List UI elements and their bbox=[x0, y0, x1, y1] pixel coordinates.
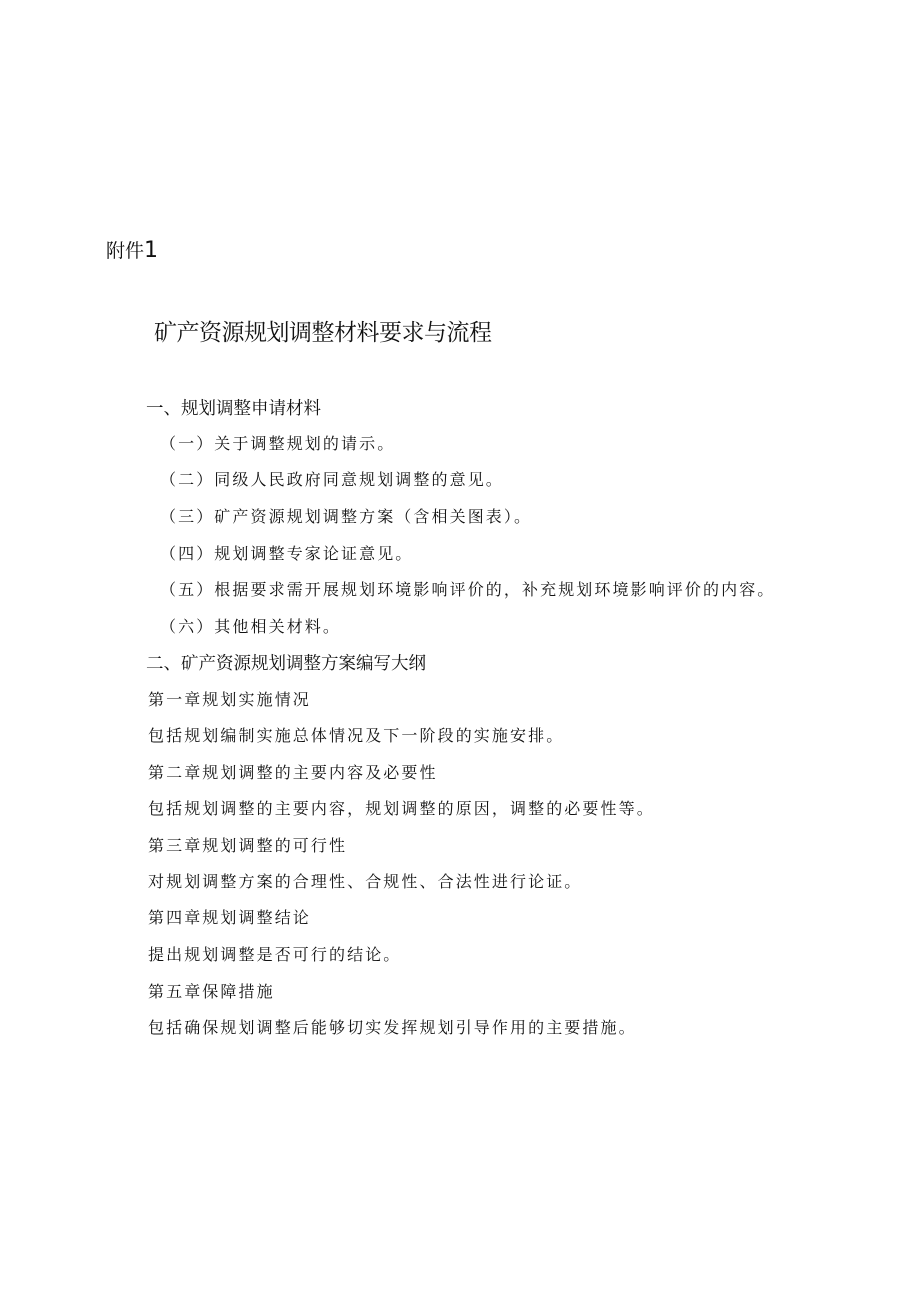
list-item: （三）矿产资源规划调整方案（含相关图表）。 bbox=[160, 507, 533, 526]
chapter-title: 第五章保障措施 bbox=[148, 982, 275, 1001]
chapter-description: 对规划调整方案的合理性、合规性、合法性进行论证。 bbox=[148, 872, 583, 891]
chapter-title: 第三章规划调整的可行性 bbox=[148, 836, 348, 855]
list-item: （五）根据要求需开展规划环境影响评价的，补充规划环境影响评价的内容。 bbox=[160, 580, 776, 599]
chapter-title: 第四章规划调整结论 bbox=[148, 908, 311, 927]
attachment-prefix: 附件 bbox=[106, 240, 145, 262]
attachment-label bbox=[106, 236, 158, 263]
chapter-description: 包括规划编制实施总体情况及下一阶段的实施安排。 bbox=[148, 726, 565, 745]
chapter-description: 包括规划调整的主要内容，规划调整的原因，调整的必要性等。 bbox=[148, 799, 655, 818]
document-title: 矿产资源规划调整材料要求与流程 bbox=[154, 320, 492, 346]
section-heading-outline: 二、矿产资源规划调整方案编写大纲 bbox=[146, 654, 426, 674]
chapter-title: 第一章规划实施情况 bbox=[148, 690, 311, 709]
list-item: （二）同级人民政府同意规划调整的意见。 bbox=[160, 470, 504, 489]
chapter-description: 提出规划调整是否可行的结论。 bbox=[148, 945, 402, 964]
list-item: （一）关于调整规划的请示。 bbox=[160, 434, 396, 453]
list-item: （四）规划调整专家论证意见。 bbox=[160, 544, 414, 563]
list-item: （六）其他相关材料。 bbox=[160, 617, 342, 636]
chapter-title: 第二章规划调整的主要内容及必要性 bbox=[148, 763, 438, 782]
attachment-number: 1 bbox=[144, 238, 159, 263]
section-heading-materials: 一、规划调整申请材料 bbox=[146, 399, 321, 419]
chapter-description: 包括确保规划调整后能够切实发挥规划引导作用的主要措施。 bbox=[148, 1018, 637, 1037]
